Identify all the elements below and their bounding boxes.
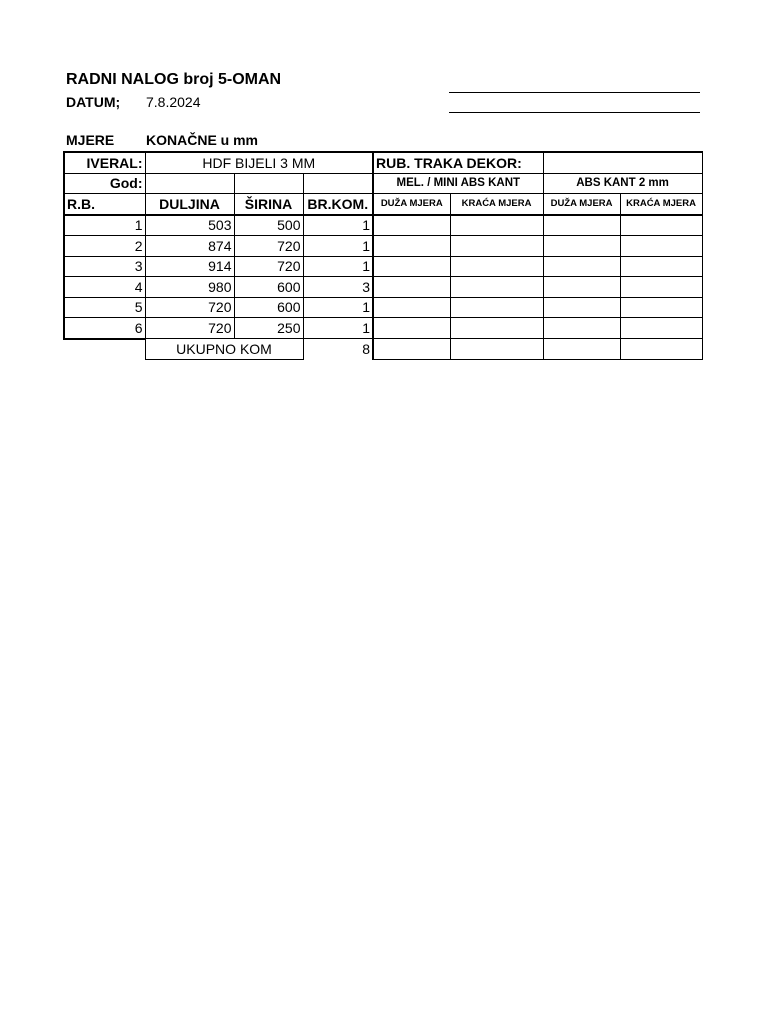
row-brkom: 1 xyxy=(303,215,373,236)
row-brkom: 1 xyxy=(303,256,373,277)
row-cell xyxy=(450,277,543,298)
row-cell xyxy=(543,256,620,277)
row-cell xyxy=(620,215,702,236)
work-order-table xyxy=(63,151,703,360)
god-row xyxy=(64,173,702,194)
god-cell-1 xyxy=(145,173,234,194)
row-cell xyxy=(450,256,543,277)
row-cell xyxy=(373,339,450,360)
signature-line-2 xyxy=(449,112,700,113)
total-row xyxy=(64,339,702,360)
document-title: RADNI NALOG broj 5-OMAN xyxy=(66,71,282,88)
row-cell xyxy=(450,318,543,339)
row-cell xyxy=(373,256,450,277)
table-row xyxy=(64,256,702,277)
table-row xyxy=(64,277,702,298)
row-cell xyxy=(543,339,620,360)
col-brkom: BR.KOM. xyxy=(303,194,373,215)
row-cell xyxy=(620,236,702,257)
row-cell xyxy=(450,339,543,360)
table-row xyxy=(64,215,702,236)
god-label: God: xyxy=(64,173,145,194)
row-duljina: 503 xyxy=(145,215,234,236)
total-label: UKUPNO KOM xyxy=(145,339,303,360)
row-cell xyxy=(450,297,543,318)
col-rb: R.B. xyxy=(64,194,145,215)
material-row xyxy=(64,152,702,173)
row-duljina: 720 xyxy=(145,318,234,339)
date-value: 7.8.2024 xyxy=(146,94,201,110)
table-row xyxy=(64,318,702,339)
row-brkom: 1 xyxy=(303,297,373,318)
row-cell xyxy=(620,318,702,339)
row-cell xyxy=(620,256,702,277)
row-duljina: 914 xyxy=(145,256,234,277)
row-cell xyxy=(543,236,620,257)
total-spacer xyxy=(64,339,145,360)
col-kraca-1: KRAĆA MJERA xyxy=(450,194,543,215)
row-sirina: 600 xyxy=(234,297,303,318)
row-brkom: 1 xyxy=(303,236,373,257)
row-sirina: 250 xyxy=(234,318,303,339)
row-rb: 3 xyxy=(64,256,145,277)
row-sirina: 720 xyxy=(234,256,303,277)
row-sirina: 720 xyxy=(234,236,303,257)
edge-band-label: RUB. TRAKA DEKOR: xyxy=(373,152,543,173)
table-row xyxy=(64,236,702,257)
mel-kant-header: MEL. / MINI ABS KANT xyxy=(373,173,543,194)
row-cell xyxy=(543,318,620,339)
row-rb: 5 xyxy=(64,297,145,318)
iveral-value: HDF BIJELI 3 MM xyxy=(145,152,373,173)
row-cell xyxy=(373,236,450,257)
row-rb: 2 xyxy=(64,236,145,257)
row-brkom: 3 xyxy=(303,277,373,298)
col-kraca-2: KRAĆA MJERA xyxy=(620,194,702,215)
row-cell xyxy=(373,215,450,236)
column-header-row xyxy=(64,194,702,215)
iveral-label: IVERAL: xyxy=(64,152,145,173)
signature-line-1 xyxy=(449,92,700,93)
final-measures-label: KONAČNE u mm xyxy=(146,132,259,148)
row-cell xyxy=(450,215,543,236)
row-cell xyxy=(373,297,450,318)
god-cell-3 xyxy=(303,173,373,194)
col-duljina: DULJINA xyxy=(145,194,234,215)
row-rb: 1 xyxy=(64,215,145,236)
row-cell xyxy=(543,277,620,298)
total-value: 8 xyxy=(303,339,373,360)
god-cell-2 xyxy=(234,173,303,194)
row-brkom: 1 xyxy=(303,318,373,339)
row-cell xyxy=(543,297,620,318)
row-cell xyxy=(373,277,450,298)
row-duljina: 874 xyxy=(145,236,234,257)
row-duljina: 980 xyxy=(145,277,234,298)
col-duza-1: DUŽA MJERA xyxy=(373,194,450,215)
edge-band-value xyxy=(543,152,702,173)
measures-label: MJERE xyxy=(66,132,115,148)
row-cell xyxy=(620,277,702,298)
row-cell xyxy=(543,215,620,236)
col-sirina: ŠIRINA xyxy=(234,194,303,215)
col-duza-2: DUŽA MJERA xyxy=(543,194,620,215)
row-cell xyxy=(373,318,450,339)
row-duljina: 720 xyxy=(145,297,234,318)
abs-kant-header: ABS KANT 2 mm xyxy=(543,173,702,194)
row-cell xyxy=(620,297,702,318)
row-sirina: 500 xyxy=(234,215,303,236)
row-cell xyxy=(450,236,543,257)
row-rb: 6 xyxy=(64,318,145,339)
row-cell xyxy=(620,339,702,360)
table-row xyxy=(64,297,702,318)
row-rb: 4 xyxy=(64,277,145,298)
row-sirina: 600 xyxy=(234,277,303,298)
date-label: DATUM; xyxy=(66,94,121,110)
